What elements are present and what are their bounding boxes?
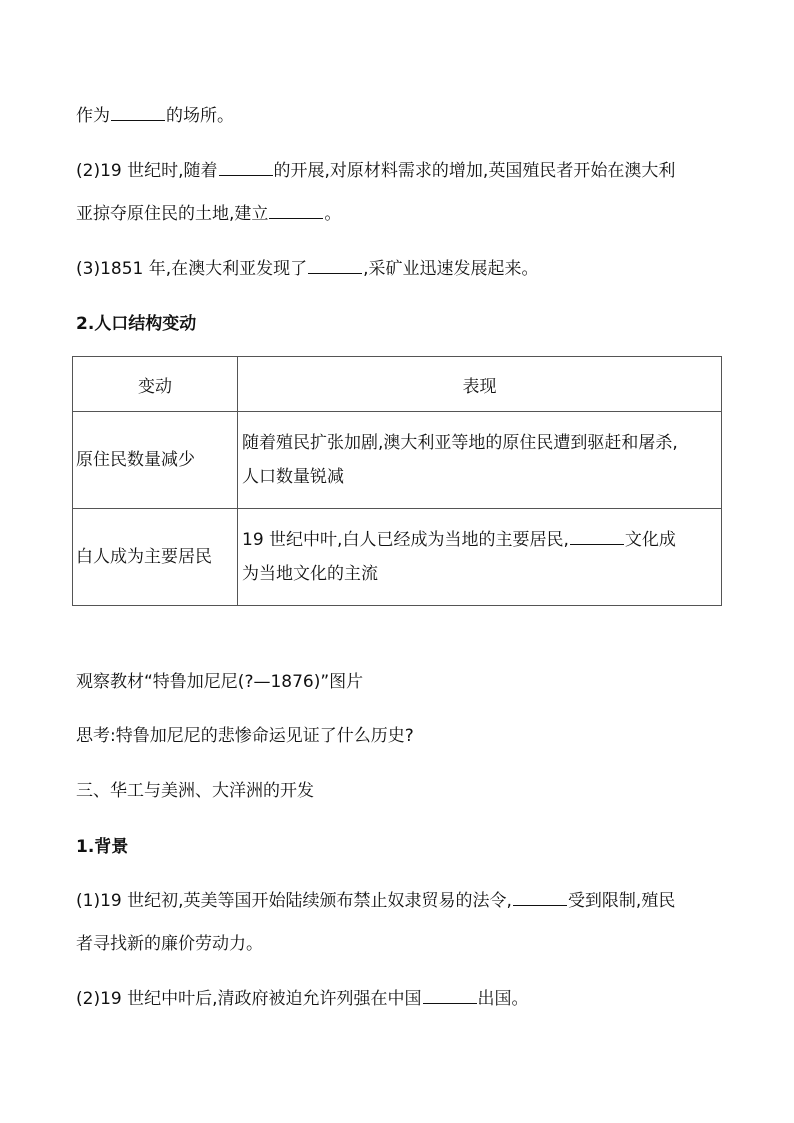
text-segment: (2)19 世纪时,随着 (76, 161, 218, 181)
text-segment: (3)1851 年,在澳大利亚发现了 (76, 259, 308, 279)
table-header-description: 表现 (238, 357, 722, 412)
text-segment: 19 世纪中叶,白人已经成为当地的主要居民, (242, 530, 569, 550)
fill-blank[interactable] (423, 988, 477, 1004)
section-heading-population: 2.人口结构变动 (76, 314, 197, 334)
text-segment: 作为 (76, 106, 110, 126)
text-segment: 文化成 (624, 530, 676, 550)
text-segment: 的场所。 (166, 106, 234, 126)
text-line-bg-item-1-cont: 者寻找新的廉价劳动力。 (76, 934, 263, 954)
table-cell-change: 原住民数量减少 (73, 412, 238, 509)
cell-text-line (242, 523, 717, 557)
table-header-change: 变动 (73, 357, 238, 412)
observe-instruction: 观察教材“特鲁加尼尼(?—1876)”图片 (76, 672, 364, 692)
fill-blank[interactable] (308, 258, 362, 274)
text-segment: 的开展,对原材料需求的增加,英国殖民者开始在澳大利 (273, 161, 676, 181)
cell-text-line: 人口数量锐减 (242, 467, 344, 487)
text-segment: 出国。 (477, 989, 529, 1009)
text-segment: ,采矿业迅速发展起来。 (363, 259, 539, 279)
population-change-table (72, 356, 722, 606)
section-title-chinese-labor: 三、华工与美洲、大洋洲的开发 (76, 781, 314, 801)
text-segment: 。 (324, 204, 342, 224)
table-cell-change: 白人成为主要居民 (73, 509, 238, 606)
table-row (73, 509, 722, 606)
fill-blank[interactable] (219, 160, 273, 176)
text-line-item-2-cont (76, 202, 341, 226)
table-row (73, 412, 722, 509)
text-line-item-3 (76, 257, 539, 281)
table-header-row (73, 357, 722, 412)
text-segment: (1)19 世纪初,英美等国开始陆续颁布禁止奴隶贸易的法令, (76, 891, 512, 911)
text-line-continuation (76, 104, 234, 128)
text-line-item-2 (76, 159, 675, 183)
fill-blank[interactable] (513, 890, 567, 906)
cell-text-line: 随着殖民扩张加剧,澳大利亚等地的原住民遭到驱赶和屠杀, (242, 433, 678, 453)
section-heading-background: 1.背景 (76, 837, 129, 857)
cell-text-line: 为当地文化的主流 (242, 564, 378, 584)
text-segment: 受到限制,殖民 (567, 891, 676, 911)
fill-blank[interactable] (570, 529, 624, 545)
text-segment: 亚掠夺原住民的土地,建立 (76, 204, 269, 224)
text-line-bg-item-2 (76, 987, 529, 1011)
fill-blank[interactable] (269, 203, 323, 219)
think-question: 思考:特鲁加尼尼的悲惨命运见证了什么历史? (76, 726, 414, 746)
table-cell-description (238, 412, 722, 509)
text-line-bg-item-1 (76, 889, 675, 913)
table-cell-description (238, 509, 722, 606)
text-segment: (2)19 世纪中叶后,清政府被迫允许列强在中国 (76, 989, 422, 1009)
fill-blank[interactable] (111, 105, 165, 121)
